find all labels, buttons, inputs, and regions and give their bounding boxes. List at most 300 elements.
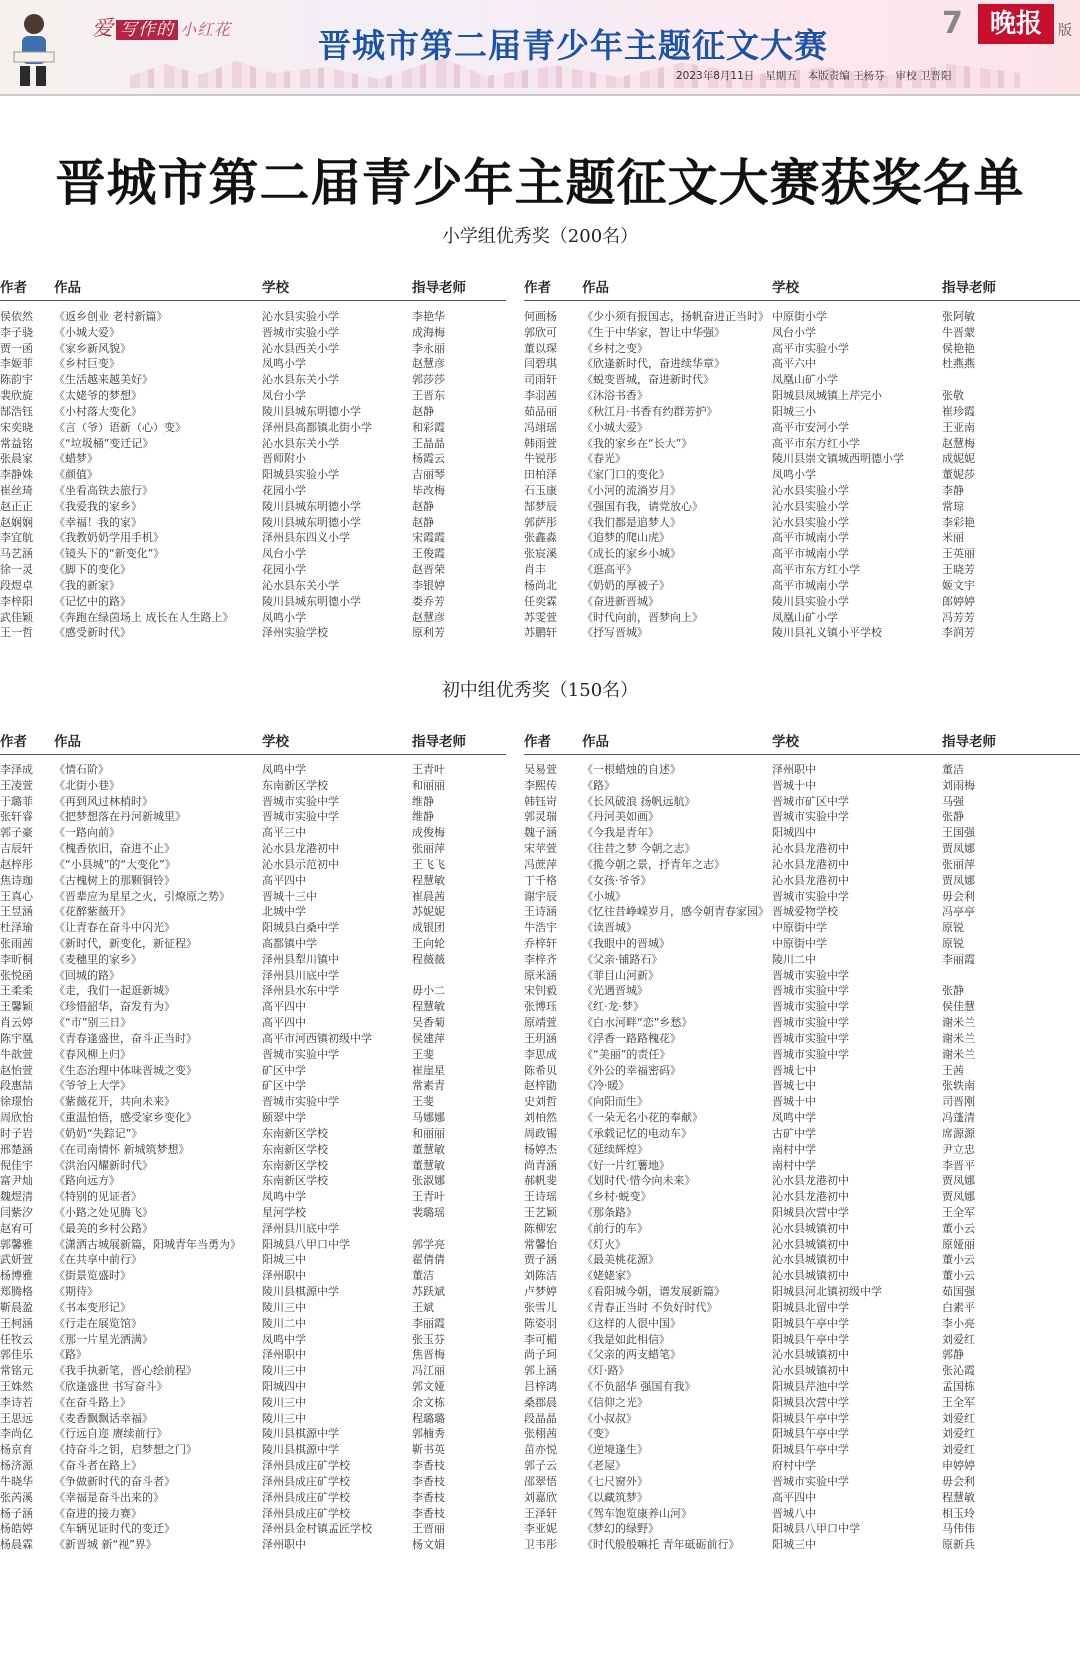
entry-author: 董以琛	[524, 341, 557, 355]
entry-author: 卫韦彤	[524, 1538, 557, 1552]
entry-teacher: 李润芳	[942, 626, 975, 640]
entry-work: 《家门口的变化》	[582, 468, 670, 482]
entry-author: 桑郡晨	[524, 1395, 557, 1409]
entry-school: 沁水县东关小学	[262, 578, 339, 592]
entry-work: 《秋江月·书香有约群芳护》	[582, 404, 718, 418]
entry-school: 阳城县河北镇初级中学	[772, 1285, 882, 1299]
entry-teacher: 王晶晶	[412, 436, 445, 450]
entry-work: 《在共享中前行》	[54, 1253, 142, 1267]
entry-author: 陈宇凰	[0, 1031, 33, 1045]
entry-teacher: 贾凤娜	[942, 1174, 975, 1188]
entry-author: 王艺颖	[524, 1205, 557, 1219]
entry-author: 李思成	[524, 1047, 557, 1061]
entry-work: 《颜值》	[54, 468, 98, 482]
column-header-teacher: 指导老师	[942, 734, 996, 750]
entry-school: 泽州职中	[262, 1269, 306, 1283]
entry-work: 《持奋斗之钥，启梦想之门》	[54, 1443, 197, 1457]
entry-school: 晋城市实验中学	[262, 1095, 339, 1109]
entry-teacher: 苏妮妮	[412, 905, 445, 919]
issue-reviewer: 审校 卫晋阳	[895, 70, 952, 82]
entry-work: 《父亲的两支蜡笔》	[582, 1348, 681, 1362]
entry-work: 《外公的幸福密码》	[582, 1063, 681, 1077]
entry-work: 《这样的人很中国》	[582, 1316, 681, 1330]
entry-work: 《我的新家》	[54, 578, 120, 592]
entry-teacher: 常琼	[942, 499, 964, 513]
entry-teacher: 李银婷	[412, 578, 445, 592]
entry-work: 《“小县城”的“大变化”》	[54, 857, 176, 871]
entry-school: 晋城市实验中学	[772, 810, 849, 824]
entry-school: 高平市东方红小学	[772, 563, 860, 577]
entry-teacher: 贾凤娜	[942, 1190, 975, 1204]
entry-school: 晋城市实验中学	[262, 794, 339, 808]
entry-author: 郜梦辰	[524, 499, 557, 513]
entry-teacher: 董慧敏	[412, 1142, 445, 1156]
entry-teacher: 张轶南	[942, 1079, 975, 1093]
entry-teacher: 杜燕燕	[942, 357, 975, 371]
entry-school: 府村中学	[772, 1459, 816, 1473]
entry-work: 《不负韶华 强国有我》	[582, 1379, 696, 1393]
entry-teacher: 侯佳慧	[942, 1000, 975, 1014]
entry-school: 陵川县城东明德小学	[262, 404, 361, 418]
entry-teacher: 和彩霞	[412, 420, 445, 434]
entry-school: 陵川县城东明德小学	[262, 515, 361, 529]
entry-author: 徐一灵	[0, 563, 33, 577]
entry-school: 高平四中	[262, 873, 306, 887]
entry-author: 原米涵	[524, 968, 557, 982]
entry-author: 牛锐彤	[524, 452, 557, 466]
entry-teacher: 申婷婷	[942, 1459, 975, 1473]
entry-teacher: 程慧敏	[412, 1000, 445, 1014]
entry-teacher: 李丽霞	[942, 952, 975, 966]
entry-teacher: 和丽丽	[412, 778, 445, 792]
entry-school: 晋城市实验中学	[772, 968, 849, 982]
entry-work: 《走，我们一起逛新城》	[54, 984, 175, 998]
entry-author: 吕梓鸿	[524, 1379, 557, 1393]
entry-author: 赵怡萱	[0, 1063, 33, 1077]
entry-school: 沁水县实验小学	[772, 499, 849, 513]
entry-work: 《春风柳上归》	[54, 1047, 131, 1061]
entry-work: 《忆往昔峥嵘岁月，感今朝青春家园》	[582, 905, 769, 919]
entry-work: 《花醉紫薇开》	[54, 905, 131, 919]
column-header-work: 作品	[54, 734, 81, 750]
entry-work: 《揽今朝之景，抒青年之志》	[582, 857, 725, 871]
entry-teacher: 原锐	[942, 937, 964, 951]
entry-author: 吉辰轩	[0, 842, 33, 856]
entry-work: 《灯·路》	[582, 1364, 630, 1378]
entry-school: 晋城市实验中学	[772, 1047, 849, 1061]
entry-work: 《丹河美如画》	[582, 810, 659, 824]
entry-teacher: 张静	[942, 984, 964, 998]
entry-author: 谢宇辰	[524, 889, 557, 903]
entry-work: 《奋进新晋城》	[582, 594, 659, 608]
column-header-work: 作品	[54, 280, 81, 296]
entry-school: 矿区中学	[262, 1063, 306, 1077]
entry-work: 《言（爷）语新（心）变》	[54, 420, 186, 434]
entry-work: 《感受新时代》	[54, 626, 131, 640]
entry-author: 王昱涵	[0, 905, 33, 919]
entry-teacher: 宋霞霞	[412, 531, 445, 545]
entry-author: 闫碧琪	[524, 357, 557, 371]
entry-author: 张轩睿	[0, 810, 33, 824]
entry-teacher: 冯亭亭	[942, 905, 975, 919]
entry-work: 《乡村巨变》	[54, 357, 120, 371]
entry-author: 郑腾格	[0, 1285, 33, 1299]
entry-school: 阳城县午亭中学	[772, 1316, 849, 1330]
entry-work: 《小村落大变化》	[54, 404, 142, 418]
entry-work: 《长风破浪 扬帆远航》	[582, 794, 696, 808]
entry-author: 苗亦悦	[524, 1443, 557, 1457]
entry-school: 晋城市实验中学	[772, 1031, 849, 1045]
entry-work: 《期待》	[54, 1285, 98, 1299]
entry-teacher: 李永丽	[412, 341, 445, 355]
entry-school: 沁水县龙港初中	[772, 857, 849, 871]
entry-work: 《行走在展览馆》	[54, 1316, 142, 1330]
entry-author: 张晨家	[0, 452, 33, 466]
entry-school: 沁水县实验小学	[772, 515, 849, 529]
entry-author: 时子岩	[0, 1126, 33, 1140]
entry-work: 《生态治理中体味晋城之变》	[54, 1063, 197, 1077]
entry-author: 杨婷杰	[524, 1142, 557, 1156]
entry-work: 《脚下的变化》	[54, 563, 131, 577]
entry-author: 冯翊瑶	[524, 420, 557, 434]
entry-teacher: 马娜娜	[412, 1111, 445, 1125]
entry-author: 牛歆萱	[0, 1047, 33, 1061]
entry-teacher: 程璐璐	[412, 1411, 445, 1425]
entry-school: 高平市安河小学	[772, 420, 849, 434]
entry-author: 王真心	[0, 889, 33, 903]
entry-author: 倪佳宇	[0, 1158, 33, 1172]
entry-work: 《冷·暖》	[582, 1079, 630, 1093]
entry-teacher: 王青叶	[412, 763, 445, 776]
entry-school: 晋城市实验中学	[772, 889, 849, 903]
entry-school: 泽州县高都镇北街小学	[262, 420, 372, 434]
entry-teacher: 李香枝	[412, 1490, 445, 1504]
entry-work: 《光遇晋城》	[582, 984, 648, 998]
column-logo-writing: 写作的	[116, 20, 178, 40]
entry-work: 《幸福是奋斗出来的》	[54, 1490, 164, 1504]
entry-work: 《我的家乡在“长大”》	[582, 436, 693, 450]
entry-work: 《承载记忆的电动车》	[582, 1126, 692, 1140]
entry-work: 《青春逢盛世，奋斗正当时》	[54, 1031, 197, 1045]
entry-teacher: 李丽霞	[412, 1316, 445, 1330]
entry-author: 张芮溪	[0, 1490, 33, 1504]
entry-author: 刘柏然	[524, 1111, 557, 1125]
entry-author: 李尚亿	[0, 1427, 33, 1441]
entry-teacher: 董小云	[942, 1269, 975, 1283]
page-number: 7	[942, 6, 963, 41]
entry-work: 《北街小巷》	[54, 778, 120, 792]
entry-author: 马艺涵	[0, 547, 33, 561]
entry-school: 沁水县东关小学	[262, 373, 339, 387]
entry-teacher: 程慧敏	[942, 1490, 975, 1504]
entry-school: 陵川县城东明德小学	[262, 594, 361, 608]
entry-school: 北城中学	[262, 905, 306, 919]
entry-author: 郭佳乐	[0, 1348, 33, 1362]
entry-school: 沁水县城镇初中	[772, 1348, 849, 1362]
entry-author: 王凌萱	[0, 778, 33, 792]
entry-work: 《奔跑在绿茵场上 成长在人生路上》	[54, 610, 234, 624]
entry-school: 阳城县午亭中学	[772, 1411, 849, 1425]
entry-teacher: 王向轮	[412, 937, 445, 951]
entry-work: 《小路之处见腾飞》	[54, 1205, 153, 1219]
entry-author: 张雪儿	[524, 1300, 557, 1314]
entry-school: 东南新区学校	[262, 1126, 328, 1140]
entry-school: 阳城县次营中学	[772, 1205, 849, 1219]
entry-teacher: 冯江丽	[412, 1364, 445, 1378]
entry-teacher: 和丽丽	[412, 1126, 445, 1140]
entry-teacher: 谢米兰	[942, 1016, 975, 1030]
entry-teacher: 赵静	[412, 515, 434, 529]
entry-author: 周欣怡	[0, 1111, 33, 1125]
entry-teacher: 苏跃斌	[412, 1285, 445, 1299]
entry-school: 晋城市实验中学	[772, 1474, 849, 1488]
entry-work: 《争做新时代的奋斗者》	[54, 1474, 175, 1488]
entry-work: 《麦香飘飘话幸福》	[54, 1411, 153, 1425]
entry-author: 石玉康	[524, 484, 557, 498]
entry-school: 沁水县城镇初中	[772, 1237, 849, 1251]
column-header-teacher: 指导老师	[412, 734, 466, 750]
entry-teacher: 余文栋	[412, 1395, 445, 1409]
entry-work: 《奶奶“失踪记”》	[54, 1126, 143, 1140]
entry-teacher: 王全军	[942, 1205, 975, 1219]
entry-work: 《古槐树上的那颗铜铃》	[54, 873, 175, 887]
entry-school: 阳城县北留中学	[772, 1300, 849, 1314]
entry-school: 阳城县白桑中学	[262, 921, 339, 935]
entry-author: 常铭元	[0, 1364, 33, 1378]
entry-school: 泽州县犁川镇中	[262, 952, 339, 966]
entry-work: 《欣逢新时代，奋进续华章》	[582, 357, 725, 371]
entry-teacher: 李晋平	[942, 1158, 975, 1172]
entry-teacher: 杨文娟	[412, 1538, 445, 1552]
entry-work: 《父亲·铺路石》	[582, 952, 663, 966]
entry-teacher: 张沁霞	[942, 1364, 975, 1378]
entry-teacher: 原利芳	[412, 626, 445, 640]
entry-author: 裴欣旋	[0, 389, 33, 403]
entry-school: 高平市实验小学	[772, 341, 849, 355]
entry-teacher: 赵慧彦	[412, 357, 445, 371]
entry-teacher: 张玉芬	[412, 1332, 445, 1346]
entry-work: 《延续辉煌》	[582, 1142, 648, 1156]
entry-school: 凤鸣小学	[262, 610, 306, 624]
entry-teacher: 原新兵	[942, 1538, 975, 1552]
entry-work: 《在奋斗路上》	[54, 1395, 131, 1409]
column-header-author: 作者	[0, 734, 27, 750]
entry-author: 于璐菲	[0, 794, 33, 808]
entry-work: 《白水河畔“恋”乡愁》	[582, 1016, 693, 1030]
entry-teacher: 翟倩倩	[412, 1253, 445, 1267]
page-header	[0, 0, 1080, 96]
entry-author: 杨皓婷	[0, 1522, 33, 1536]
entry-author: 王一哲	[0, 626, 33, 640]
entry-school: 陵川县礼义镇小平学校	[772, 626, 882, 640]
entry-school: 阳城三中	[262, 1253, 306, 1267]
entry-author: 牛浩宇	[524, 921, 557, 935]
entry-school: 泽州县水东中学	[262, 984, 339, 998]
entry-school: 东南新区学校	[262, 1174, 328, 1188]
entry-teacher: 吉丽琴	[412, 468, 445, 482]
entry-author: 李昕桐	[0, 952, 33, 966]
entry-author: 魏煜清	[0, 1190, 33, 1204]
entry-teacher: 毋小二	[412, 984, 445, 998]
entry-school: 晋城市实验中学	[772, 1000, 849, 1014]
entry-work: 《奶奶的厚被子》	[582, 578, 670, 592]
entry-work: 《记忆中的路》	[54, 594, 131, 608]
entry-author: 魏子涵	[524, 826, 557, 840]
entry-school: 凤鸣中学	[262, 1332, 306, 1346]
entry-author: 武佳颖	[0, 610, 33, 624]
entry-author: 宋钊毅	[524, 984, 557, 998]
entry-teacher: 董小云	[942, 1221, 975, 1235]
entry-teacher: 牛晋蒙	[942, 325, 975, 339]
entry-author: 郭上涵	[524, 1364, 557, 1378]
entry-teacher: 李小亮	[942, 1316, 975, 1330]
entry-teacher: 谢米兰	[942, 1031, 975, 1045]
entry-teacher: 刘爱红	[942, 1427, 975, 1441]
newspaper-logo: 晚报	[978, 4, 1054, 44]
entry-school: 凤台小学	[262, 547, 306, 561]
entry-author: 苏雯萱	[524, 610, 557, 624]
column-header-author: 作者	[0, 280, 27, 296]
entry-teacher: 孟国栋	[942, 1379, 975, 1393]
entry-author: 卢梦婷	[524, 1285, 557, 1299]
entry-author: 丁千格	[524, 873, 557, 887]
entry-work: 《七尺窗外》	[582, 1474, 648, 1488]
entry-school: 高平四中	[262, 1016, 306, 1030]
entry-author: 闫紫汐	[0, 1205, 33, 1219]
entry-teacher: 冯芳芳	[942, 610, 975, 624]
entry-author: 邢楚涵	[0, 1142, 33, 1156]
entry-school: 凤鸣小学	[772, 468, 816, 482]
header-rule	[0, 754, 506, 755]
entry-teacher: 贾凤娜	[942, 873, 975, 887]
entry-author: 段煜卓	[0, 578, 33, 592]
entry-teacher: 娄乔芳	[412, 594, 445, 608]
entry-school: 泽州实验学校	[262, 626, 328, 640]
entry-work: 《那条路》	[582, 1205, 637, 1219]
entry-author: 王泽轩	[524, 1506, 557, 1520]
entry-teacher: 张淑娜	[412, 1174, 445, 1188]
entry-work: 《抒写晋城》	[582, 626, 648, 640]
entry-teacher: 赵慧彦	[412, 610, 445, 624]
entry-author: 张宸溪	[524, 547, 557, 561]
entry-work: 《爷爷上大学》	[54, 1079, 131, 1093]
entry-work: 《我爱我的家乡》	[54, 499, 142, 513]
entry-work: 《蜡梦》	[54, 452, 98, 466]
entry-work: 《让青春在奋斗中闪光》	[54, 921, 175, 935]
entry-author: 张悦函	[0, 968, 33, 982]
entry-teacher: 郭学亮	[412, 1237, 445, 1251]
entry-author: 郭灵瑞	[524, 810, 557, 824]
entry-work: 《逆境逢生》	[582, 1443, 648, 1457]
entry-author: 尚青涵	[524, 1158, 557, 1172]
entry-school: 陵川三中	[262, 1364, 306, 1378]
header-rule	[524, 300, 1080, 301]
entry-school: 晋师附小	[262, 452, 306, 466]
entry-school: 中原街中学	[772, 937, 827, 951]
entry-teacher: 郭文娅	[412, 1379, 445, 1393]
entry-school: 凤鸣中学	[262, 763, 306, 776]
entry-teacher: 王青叶	[412, 1190, 445, 1204]
entry-author: 王思远	[0, 1411, 33, 1425]
entry-school: 凤鸣中学	[772, 1111, 816, 1125]
entry-teacher: 王茜	[942, 1063, 964, 1077]
entry-school: 高平市河西镇初级中学	[262, 1031, 372, 1045]
entry-author: 郭子豪	[0, 826, 33, 840]
page-title: 晋城市第二届青少年主题征文大赛获奖名单	[55, 154, 1025, 212]
entry-teacher: 赵晋荣	[412, 563, 445, 577]
entry-teacher: 白素平	[942, 1300, 975, 1314]
entry-school: 晋城市实验小学	[262, 325, 339, 339]
entry-author: 杜泽瑜	[0, 921, 33, 935]
entry-school: 晋城市实验中学	[772, 984, 849, 998]
entry-work: 《梦幻的绿野》	[582, 1522, 659, 1536]
entry-work: 《我们都是追梦人》	[582, 515, 681, 529]
entry-teacher: 董慧敏	[412, 1158, 445, 1172]
entry-author: 常馨怡	[524, 1237, 557, 1251]
entry-author: 王柔柔	[0, 984, 33, 998]
entry-author: 赵梓彤	[0, 857, 33, 871]
entry-work: 《最美的乡村公路》	[54, 1221, 153, 1235]
entry-work: 《蜕变晋城，奋进新时代》	[582, 373, 714, 387]
entry-author: 赵娴娴	[0, 515, 33, 529]
entry-work: 《在司南情怀 新城筑梦想》	[54, 1142, 190, 1156]
entry-teacher: 郭莎莎	[412, 373, 445, 387]
entry-work: 《那一片星光洒满》	[54, 1332, 153, 1346]
entry-work: 《麦穗里的家乡》	[54, 952, 142, 966]
entry-teacher: 刘爱红	[942, 1332, 975, 1346]
entry-school: 南村中学	[772, 1142, 816, 1156]
entry-author: 周政锡	[524, 1126, 557, 1140]
entry-teacher: 李艳华	[412, 310, 445, 323]
entry-school: 阳城四中	[772, 826, 816, 840]
entry-school: 陵川县棋源中学	[262, 1443, 339, 1457]
entry-work: 《太姥爷的梦想》	[54, 389, 142, 403]
entry-school: 阳城三中	[772, 1538, 816, 1552]
entry-author: 宋苹萱	[524, 842, 557, 856]
entry-teacher: 张阿敏	[942, 310, 975, 323]
entry-school: 阳城县午亭中学	[772, 1443, 849, 1457]
issue-meta	[676, 68, 962, 83]
entry-school: 晋城十中	[772, 778, 816, 792]
entry-work: 《前行的车》	[582, 1221, 648, 1235]
entry-work: 《乡村·蜕变》	[582, 1190, 652, 1204]
entry-work: 《灯火》	[582, 1237, 626, 1251]
entry-work: 《时代般般嘛托 青年砥砺前行》	[582, 1538, 740, 1552]
entry-author: 焦诗珈	[0, 873, 33, 887]
entry-teacher: 王飞飞	[412, 857, 445, 871]
entry-work: 《家乡新风貌》	[54, 341, 131, 355]
entry-school: 矿区中学	[262, 1079, 306, 1093]
entry-school: 泽州县成庄矿学校	[262, 1474, 350, 1488]
entry-school: 陵川县棋源中学	[262, 1427, 339, 1441]
entry-work: 《女孩·爷爷》	[582, 873, 652, 887]
entry-teacher: 靳书英	[412, 1443, 445, 1457]
entry-author: 王柯涵	[0, 1316, 33, 1330]
entry-teacher: 马伟伟	[942, 1522, 975, 1536]
entry-school: 沁水县东关小学	[262, 436, 339, 450]
entry-work: 《少小须有报国志，扬帆奋进正当时》	[582, 310, 769, 323]
entry-teacher: 茹国强	[942, 1285, 975, 1299]
entry-work: 《小河的流淌岁月》	[582, 484, 681, 498]
entry-school: 晋城市实验中学	[262, 1047, 339, 1061]
entry-teacher: 尹立忠	[942, 1142, 975, 1156]
entry-author: 肖云婷	[0, 1016, 33, 1030]
entry-teacher: 程薇薇	[412, 952, 445, 966]
entry-teacher: 侯建萍	[412, 1031, 445, 1045]
entry-work: 《成长的家乡小城》	[582, 547, 681, 561]
entry-school: 阳城县午亭中学	[772, 1427, 849, 1441]
entry-author: 徐璟怡	[0, 1095, 33, 1109]
